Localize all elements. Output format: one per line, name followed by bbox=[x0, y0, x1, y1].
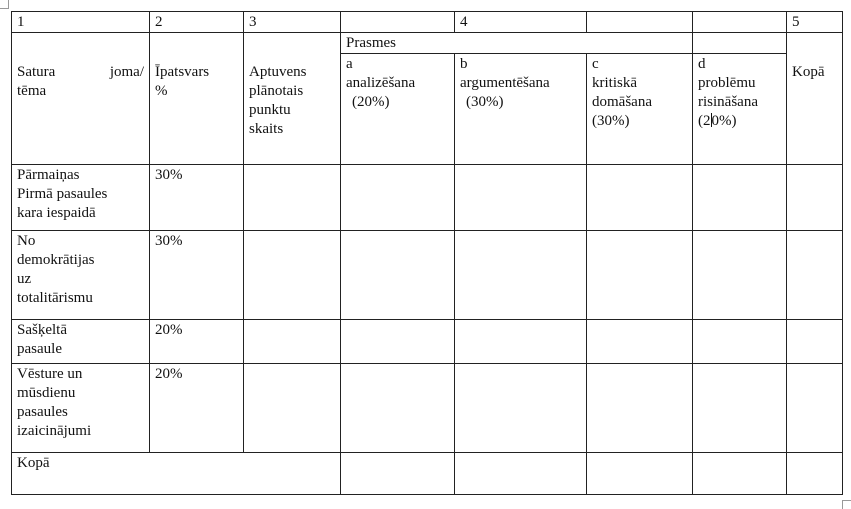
empty-cell bbox=[587, 453, 693, 495]
topic-text: Sašķeltā bbox=[17, 322, 67, 338]
skill-text: domāšana bbox=[592, 94, 652, 110]
empty-cell bbox=[693, 231, 787, 320]
skill-percent: (30%) bbox=[466, 94, 504, 110]
share-cell: 20% bbox=[150, 364, 244, 453]
empty-cell bbox=[787, 231, 843, 320]
topic-text: Pirmā pasaules bbox=[17, 186, 108, 202]
empty-cell bbox=[693, 453, 787, 495]
empty-cell bbox=[341, 364, 455, 453]
col-number-empty bbox=[587, 12, 693, 33]
empty-cell bbox=[341, 453, 455, 495]
topic-text: totalitārismu bbox=[17, 290, 93, 306]
total-label: Kopā bbox=[17, 455, 50, 471]
skill-letter: d bbox=[698, 56, 706, 72]
table-row bbox=[12, 231, 843, 320]
empty-cell bbox=[787, 165, 843, 231]
col-number: 5 bbox=[787, 12, 843, 33]
theme-header-word: Satura bbox=[17, 64, 56, 80]
col-number: 3 bbox=[244, 12, 341, 33]
skill-text: problēmu bbox=[698, 75, 756, 91]
share-header-cell bbox=[150, 33, 244, 165]
share-cell: 30% bbox=[150, 165, 244, 231]
empty-cell bbox=[587, 364, 693, 453]
empty-cell bbox=[455, 320, 587, 364]
table-row bbox=[12, 165, 843, 231]
points-header-text: skaits bbox=[249, 121, 284, 137]
page-corner-mark bbox=[0, 0, 9, 9]
skill-letter: c bbox=[592, 56, 599, 72]
empty-cell bbox=[787, 453, 843, 495]
page-corner-mark bbox=[842, 500, 851, 509]
skill-percent: (20%) bbox=[352, 94, 390, 110]
empty-cell bbox=[244, 320, 341, 364]
empty-cell bbox=[455, 231, 587, 320]
empty-cell bbox=[244, 231, 341, 320]
skill-text: kritiskā bbox=[592, 75, 637, 91]
skill-a-cell bbox=[341, 54, 455, 165]
empty-cell bbox=[455, 165, 587, 231]
col-number: 4 bbox=[455, 12, 587, 33]
skills-label-cell bbox=[341, 33, 693, 54]
skill-letter: b bbox=[460, 56, 468, 72]
skill-b-cell bbox=[455, 54, 587, 165]
skill-text: argumentēšana bbox=[460, 75, 550, 91]
empty-cell bbox=[341, 165, 455, 231]
empty-cell bbox=[693, 320, 787, 364]
topic-text: Pārmaiņas bbox=[17, 167, 80, 183]
skills-label: Prasmes bbox=[346, 35, 396, 51]
topic-text: mūsdienu bbox=[17, 385, 76, 401]
skill-percent: (30%) bbox=[592, 113, 630, 129]
empty-cell bbox=[587, 165, 693, 231]
col-number: 2 bbox=[150, 12, 244, 33]
topic-text: kara iespaidā bbox=[17, 205, 96, 221]
skills-label-empty bbox=[693, 33, 787, 54]
empty-cell bbox=[787, 364, 843, 453]
theme-header-word: joma/ bbox=[109, 64, 144, 80]
topic-cell bbox=[12, 320, 150, 364]
table-row bbox=[12, 364, 843, 453]
points-header-text: Aptuvens bbox=[249, 64, 307, 80]
topic-text: Vēsture un bbox=[17, 366, 83, 382]
total-row bbox=[12, 453, 843, 495]
empty-cell bbox=[341, 231, 455, 320]
col-number-empty bbox=[341, 12, 455, 33]
empty-cell bbox=[693, 364, 787, 453]
empty-cell bbox=[693, 165, 787, 231]
topic-text: pasaules bbox=[17, 404, 68, 420]
col-number: 1 bbox=[12, 12, 150, 33]
points-header-cell bbox=[244, 33, 341, 165]
total-header-text: Kopā bbox=[792, 64, 825, 80]
empty-cell bbox=[587, 231, 693, 320]
share-cell: 20% bbox=[150, 320, 244, 364]
total-label-cell bbox=[12, 453, 341, 495]
topic-cell bbox=[12, 364, 150, 453]
empty-cell bbox=[455, 453, 587, 495]
theme-header-word: tēma bbox=[17, 83, 47, 99]
col-number-empty bbox=[693, 12, 787, 33]
skill-percent-part: (2 bbox=[698, 113, 711, 129]
empty-cell bbox=[787, 320, 843, 364]
empty-cell bbox=[341, 320, 455, 364]
empty-cell bbox=[244, 364, 341, 453]
topic-cell bbox=[12, 165, 150, 231]
topic-text: No bbox=[17, 233, 36, 249]
skill-c-cell bbox=[587, 54, 693, 165]
empty-cell bbox=[244, 165, 341, 231]
empty-cell bbox=[455, 364, 587, 453]
skill-text: analizēšana bbox=[346, 75, 416, 91]
share-header-text: % bbox=[155, 83, 168, 99]
skill-text: risināšana bbox=[698, 94, 758, 110]
skill-d-cell bbox=[693, 54, 787, 165]
topic-text: uz bbox=[17, 271, 32, 287]
skill-percent[interactable] bbox=[698, 112, 781, 131]
topic-text: izaicinājumi bbox=[17, 423, 92, 439]
topic-cell bbox=[12, 231, 150, 320]
share-header-text: Īpatsvars bbox=[155, 64, 210, 80]
theme-header-cell bbox=[12, 33, 150, 165]
topic-text: demokrātijas bbox=[17, 252, 95, 268]
topic-text: pasaule bbox=[17, 341, 62, 357]
table-row bbox=[12, 320, 843, 364]
points-header-text: punktu bbox=[249, 102, 291, 118]
points-header-text: plānotais bbox=[249, 83, 304, 99]
empty-cell bbox=[587, 320, 693, 364]
skills-label-row bbox=[12, 33, 843, 54]
share-cell: 30% bbox=[150, 231, 244, 320]
total-header-cell bbox=[787, 33, 843, 165]
content-table bbox=[11, 11, 843, 495]
column-number-row bbox=[12, 12, 843, 33]
skill-letter: a bbox=[346, 56, 353, 72]
skill-percent-part: 0%) bbox=[711, 113, 737, 129]
